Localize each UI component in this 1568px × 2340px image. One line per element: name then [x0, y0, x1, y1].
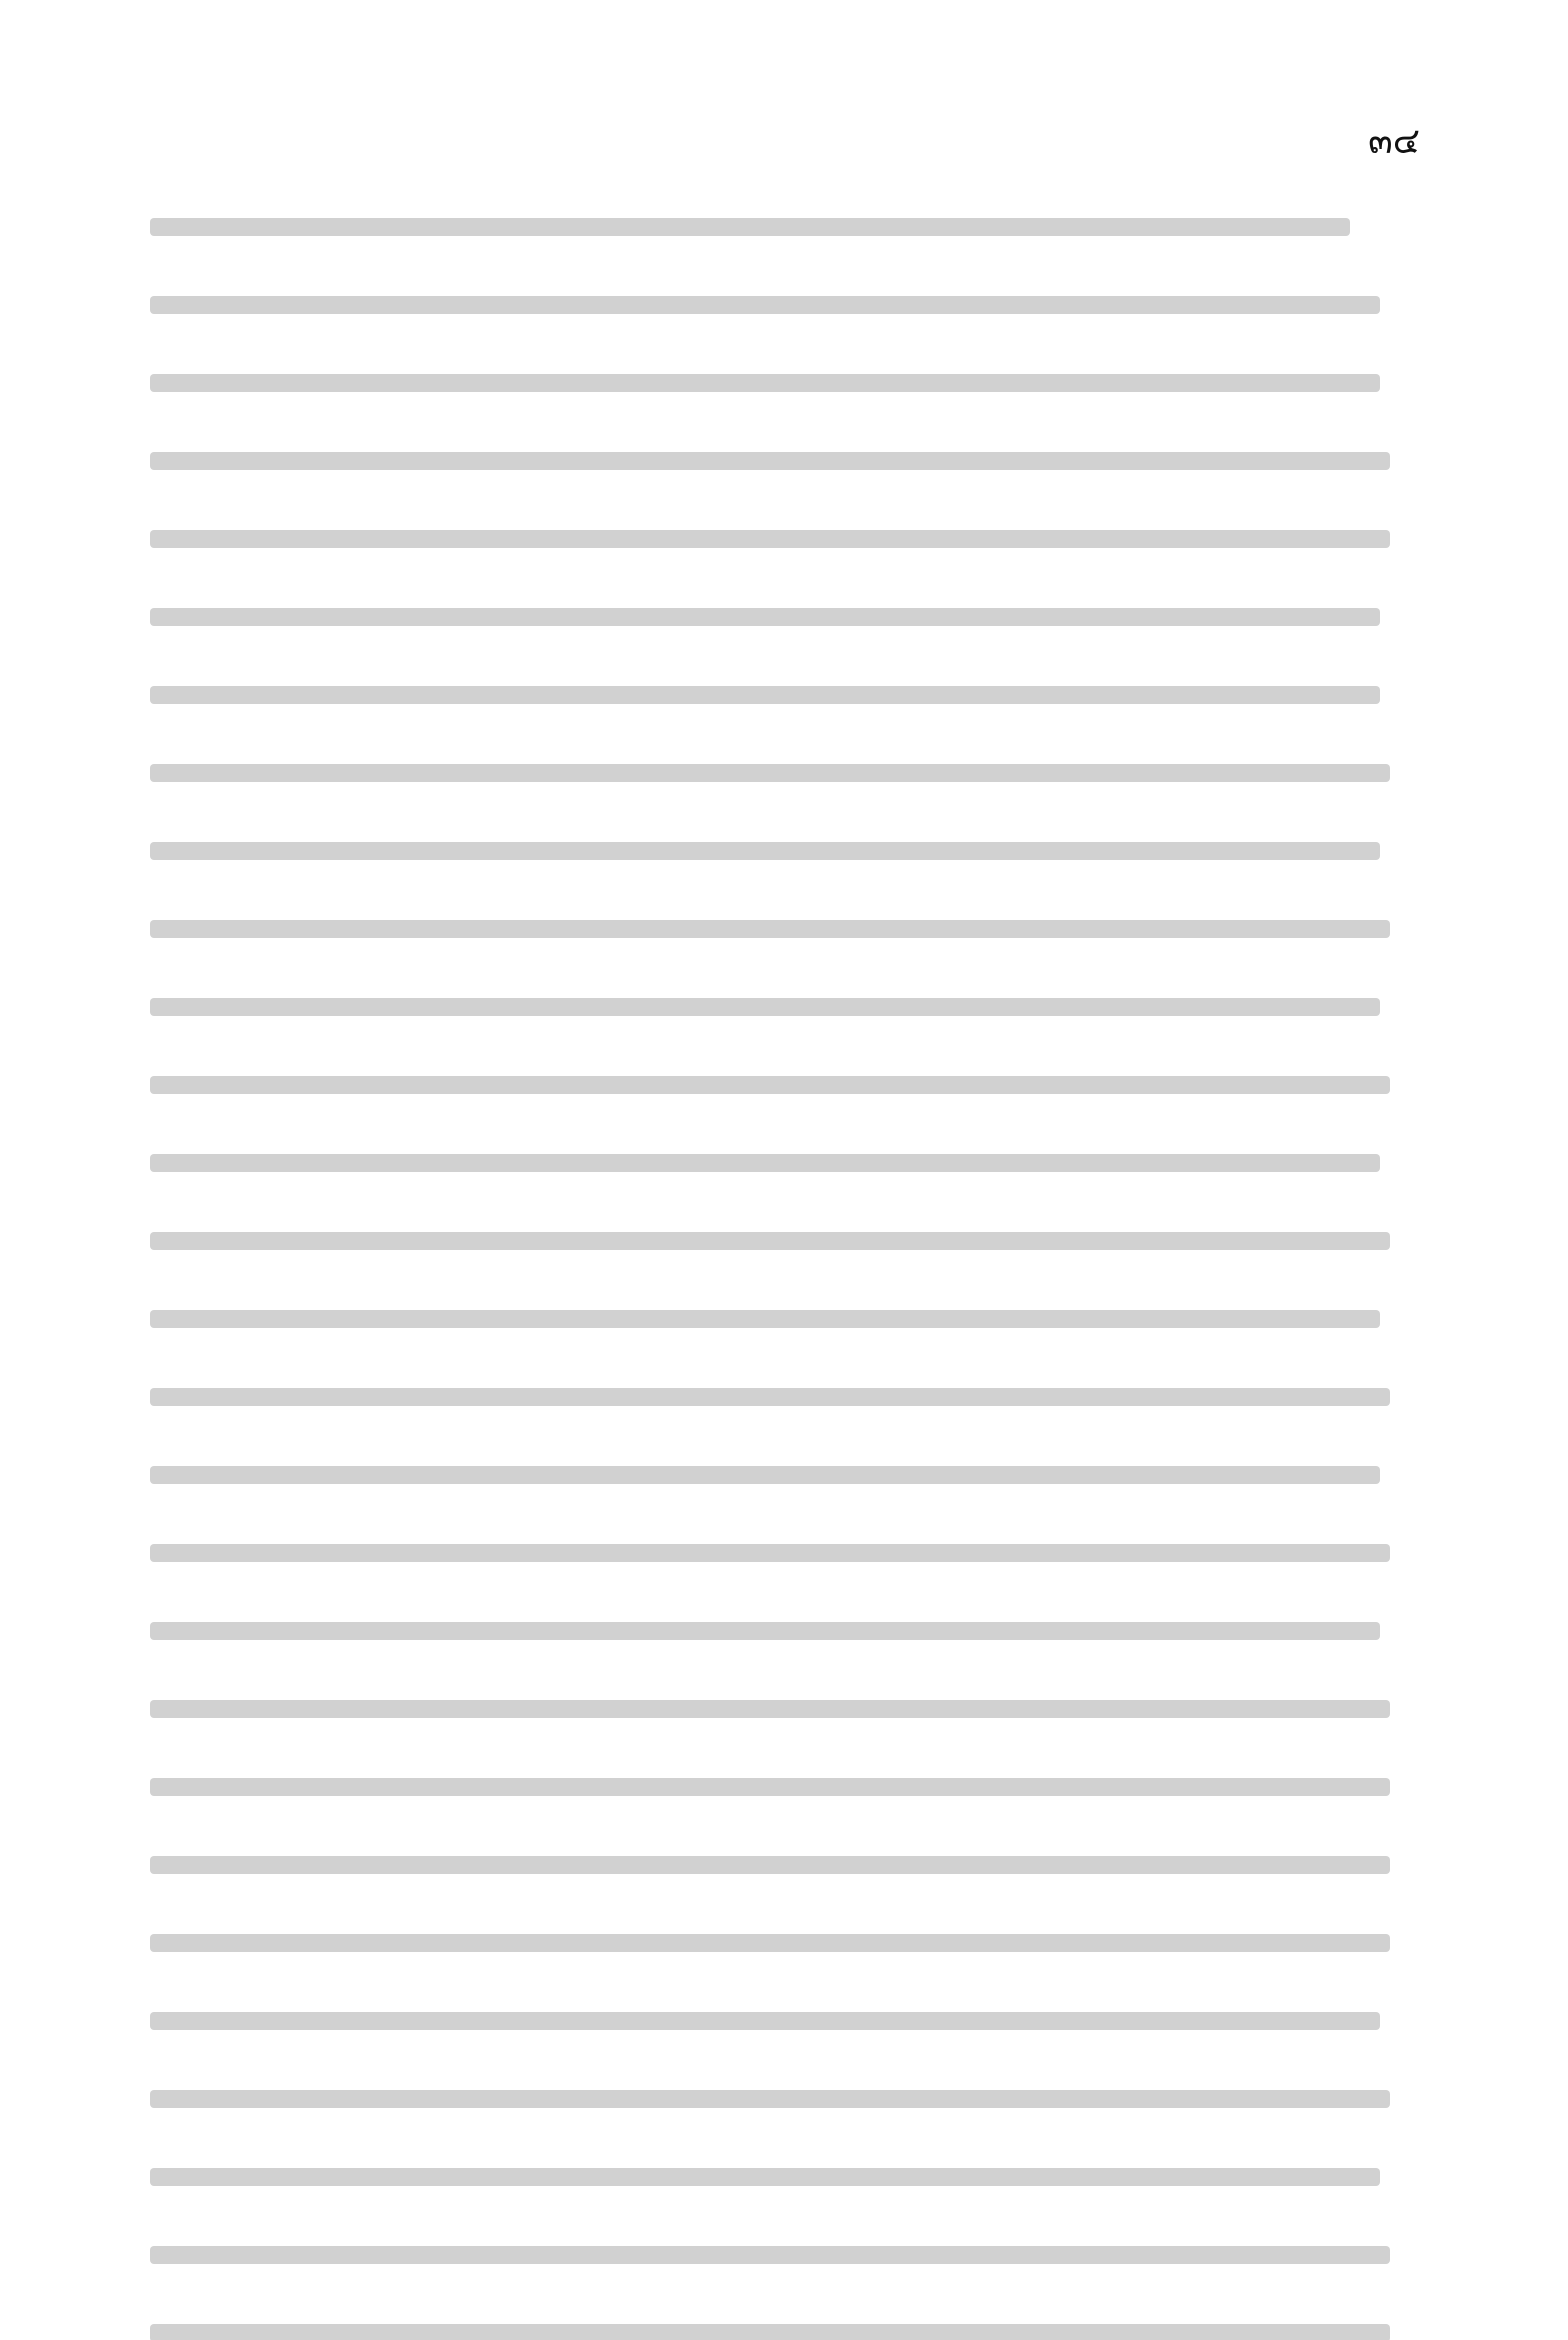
text-line	[150, 656, 1398, 734]
text-line	[150, 188, 1398, 266]
text-line-placeholder	[150, 1310, 1380, 1328]
text-line-placeholder	[150, 296, 1380, 314]
text-line	[150, 2216, 1398, 2294]
text-line	[150, 1046, 1398, 1124]
text-line	[150, 1904, 1398, 1982]
text-line	[150, 2294, 1398, 2340]
text-line	[150, 1826, 1398, 1904]
text-line-placeholder	[150, 452, 1390, 470]
text-line-placeholder	[150, 2168, 1380, 2186]
text-line-placeholder	[150, 920, 1390, 938]
text-line	[150, 890, 1398, 968]
text-line-placeholder	[150, 1856, 1390, 1874]
text-line-placeholder	[150, 764, 1390, 782]
text-line	[150, 1202, 1398, 1280]
body-text	[150, 188, 1398, 2340]
text-line-placeholder	[150, 530, 1390, 548]
text-line-placeholder	[150, 1778, 1390, 1796]
text-line-placeholder	[150, 1622, 1380, 1640]
text-line-placeholder	[150, 2246, 1390, 2264]
text-line	[150, 1670, 1398, 1748]
text-line-placeholder	[150, 1076, 1390, 1094]
text-line-placeholder	[150, 1544, 1390, 1562]
text-line-placeholder	[150, 1934, 1390, 1952]
text-line	[150, 1436, 1398, 1514]
text-line-placeholder	[150, 2090, 1390, 2108]
text-line-placeholder	[150, 842, 1380, 860]
text-line	[150, 422, 1398, 500]
text-line	[150, 266, 1398, 344]
text-line-placeholder	[150, 1700, 1390, 1718]
text-line	[150, 1280, 1398, 1358]
text-line	[150, 812, 1398, 890]
text-line	[150, 500, 1398, 578]
text-line-placeholder	[150, 374, 1380, 392]
text-line-placeholder	[150, 686, 1380, 704]
text-line	[150, 1514, 1398, 1592]
text-line-placeholder	[150, 1232, 1390, 1250]
text-line	[150, 1124, 1398, 1202]
text-line	[150, 968, 1398, 1046]
text-line-placeholder	[150, 1466, 1380, 1484]
text-line-placeholder	[150, 218, 1350, 236]
text-line	[150, 734, 1398, 812]
text-line	[150, 1982, 1398, 2060]
text-line	[150, 1358, 1398, 1436]
text-line	[150, 1592, 1398, 1670]
text-line	[150, 2138, 1398, 2216]
page-number: ๓๔	[1368, 121, 1420, 162]
text-line-placeholder	[150, 2324, 1390, 2340]
text-line-placeholder	[150, 1154, 1380, 1172]
text-line-placeholder	[150, 2012, 1380, 2030]
text-line-placeholder	[150, 998, 1380, 1016]
text-line-placeholder	[150, 608, 1380, 626]
text-line	[150, 578, 1398, 656]
text-line-placeholder	[150, 1388, 1390, 1406]
text-line	[150, 344, 1398, 422]
text-line	[150, 1748, 1398, 1826]
text-line	[150, 2060, 1398, 2138]
